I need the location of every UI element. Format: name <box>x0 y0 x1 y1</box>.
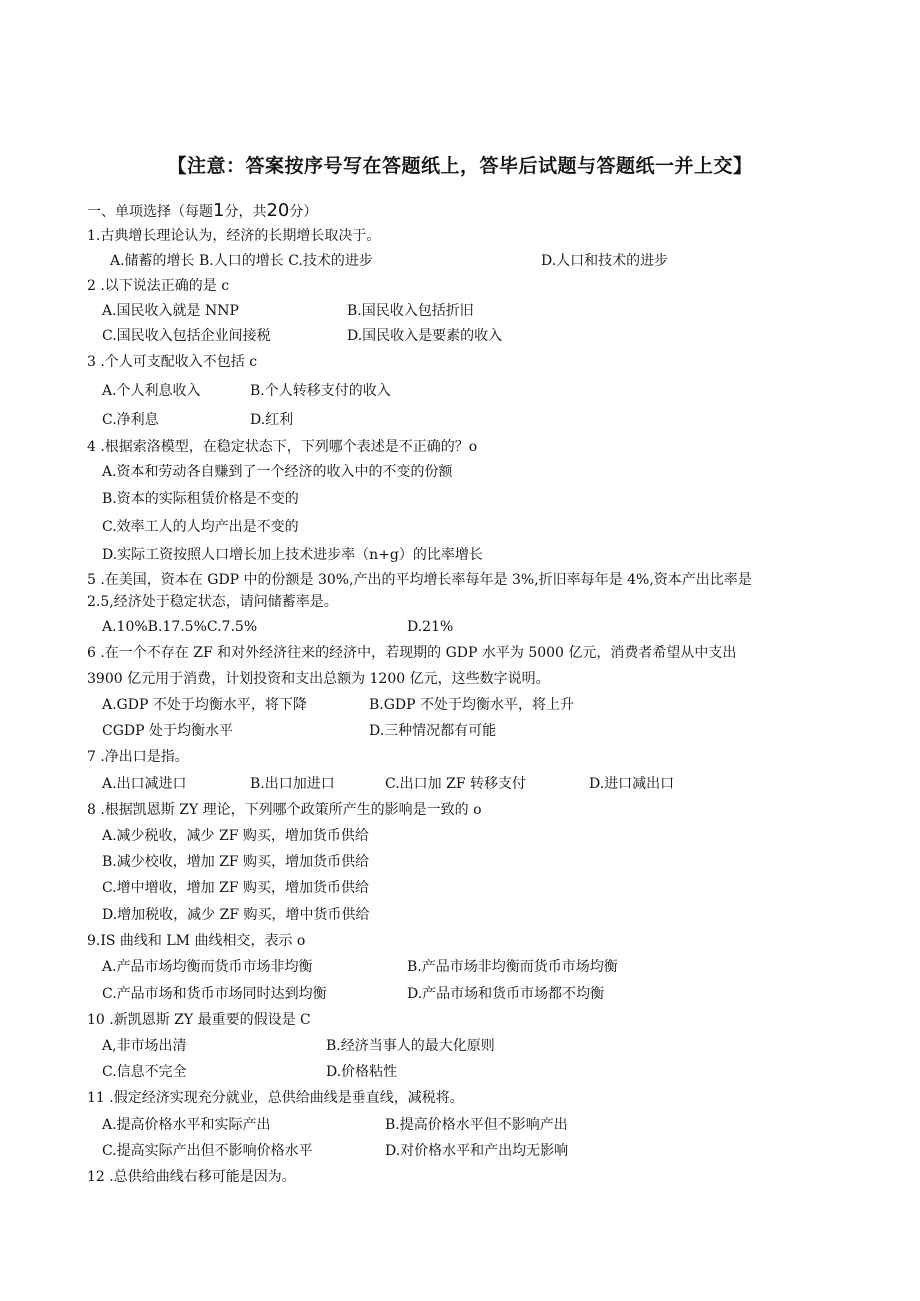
question-text-line: 12 .总供给曲线右移可能是因为。 <box>87 1169 296 1185</box>
question-text-line: A.减少税收，减少 ZF 购买，增加货币供给 <box>102 828 369 844</box>
question-text-line: 5 .在美国，资本在 GDP 中的份额是 30%,产出的平均增长率每年是 3%,折旧率每年是 4%,资本产出比率是 <box>87 572 752 588</box>
question-text-line: B.经济当事人的最大化原则 <box>326 1038 495 1054</box>
question-text-line: A.储蓄的增长 B.人口的增长 C.技术的进步 <box>110 253 373 269</box>
question-text-line: D.红利 <box>250 412 294 428</box>
score-total: 20 <box>266 200 290 221</box>
question-text-line: D.价格粘性 <box>326 1064 398 1080</box>
question-text-line: C.净利息 <box>102 412 159 428</box>
question-text-line: B.GDP 不处于均衡水平，将上升 <box>369 697 575 713</box>
question-text-line: 11 .假定经济实现充分就业，总供给曲线是垂直线，减税将。 <box>87 1090 464 1106</box>
question-text-line: B.资本的实际租赁价格是不变的 <box>102 491 299 507</box>
question-text-line: B.出口加进口 <box>250 776 335 792</box>
question-text-line: A.10%B.17.5%C.7.5% <box>102 619 258 635</box>
question-text-line: C.出口加 ZF 转移支付 <box>385 776 527 792</box>
question-text-line: D.对价格水平和产出均无影响 <box>385 1143 569 1159</box>
question-text-line: A.GDP 不处于均衡水平，将下降 <box>102 697 307 713</box>
section-title <box>87 200 317 223</box>
question-text-line: B.个人转移支付的收入 <box>250 383 391 399</box>
section-title-prefix: 一、单项选择（每题 <box>87 204 213 220</box>
question-text-line: B.提高价格水平但不影响产出 <box>385 1117 568 1133</box>
question-text-line: C.提高实际产出但不影响价格水平 <box>102 1143 313 1159</box>
question-text-line: D.人口和技术的进步 <box>541 253 669 269</box>
exam-notice: 【注意：答案按序号写在答题纸上，答毕后试题与答题纸一并上交】 <box>167 155 753 177</box>
question-text-line: A.资本和劳动各自赚到了一个经济的收入中的不变的份额 <box>102 464 453 480</box>
question-text-line: C.国民收入包括企业间接税 <box>102 328 271 344</box>
question-text-line: B.减少校收，增加 ZF 购买，增加货币供给 <box>102 854 370 870</box>
section-title-mid: 分，共 <box>224 204 267 220</box>
question-text-line: C.增中增收，增加 ZF 购买，增加货币供给 <box>102 880 370 896</box>
score-each: 1 <box>213 200 225 221</box>
question-text-line: D.增加税收，减少 ZF 购买，增中货币供给 <box>102 907 370 923</box>
question-text-line: D.国民收入是要素的收入 <box>347 328 503 344</box>
question-text-line: A.出口减进口 <box>102 776 187 792</box>
question-text-line: CGDP 处于均衡水平 <box>102 723 233 739</box>
question-text-line: D.产品市场和货币市场都不均衡 <box>407 986 605 1002</box>
question-text-line: C.效率工人的人均产出是不变的 <box>102 519 299 535</box>
question-text-line: 6 .在一个不存在 ZF 和对外经济往来的经济中，若现期的 GDP 水平为 5000 亿元，消费者希望从中支出 <box>87 645 737 661</box>
question-text-line: C.产品市场和货币市场同时达到均衡 <box>102 986 327 1002</box>
question-text-line: 10 .新凯恩斯 ZY 最重要的假设是 C <box>87 1012 311 1028</box>
question-text-line: 9.IS 曲线和 LM 曲线相交，表示 o <box>87 933 306 949</box>
question-text-line: A,非市场出清 <box>102 1038 187 1054</box>
question-text-line: B.国民收入包括折旧 <box>347 303 474 319</box>
question-text-line: D.三种情况都有可能 <box>369 723 497 739</box>
question-text-line: D.21% <box>407 619 454 635</box>
question-text-line: A.提高价格水平和实际产出 <box>102 1117 271 1133</box>
question-text-line: C.信息不完全 <box>102 1064 187 1080</box>
question-text-line: D.实际工资按照人口增长加上技术进步率（n+g）的比率增长 <box>102 547 483 563</box>
question-text-line: 2.5,经济处于稳定状态，请问储蓄率是。 <box>87 594 338 610</box>
question-text-line: 1.古典增长理论认为，经济的长期增长取决于。 <box>87 228 381 244</box>
section-title-suffix: 分） <box>289 204 318 220</box>
question-text-line: A.产品市场均衡而货币市场非均衡 <box>102 959 313 975</box>
question-text-line: 8 .根据凯恩斯 ZY 理论，下列哪个政策所产生的影响是一致的 o <box>87 802 482 818</box>
question-text-line: 2 .以下说法正确的是 c <box>87 278 230 294</box>
question-text-line: D.进口减出口 <box>589 776 675 792</box>
question-text-line: A.国民收入就是 NNP <box>102 303 239 319</box>
question-text-line: 3900 亿元用于消费，计划投资和支出总额为 1200 亿元，这些数字说明。 <box>87 671 550 687</box>
question-text-line: 4 .根据索洛模型，在稳定状态下，下列哪个表述是不正确的？o <box>87 439 478 455</box>
question-text-line: 7 .净出口是指。 <box>87 749 189 765</box>
question-text-line: 3 .个人可支配收入不包括 c <box>87 354 258 370</box>
question-text-line: B.产品市场非均衡而货币市场均衡 <box>407 959 618 975</box>
question-text-line: A.个人利息收入 <box>102 383 201 399</box>
